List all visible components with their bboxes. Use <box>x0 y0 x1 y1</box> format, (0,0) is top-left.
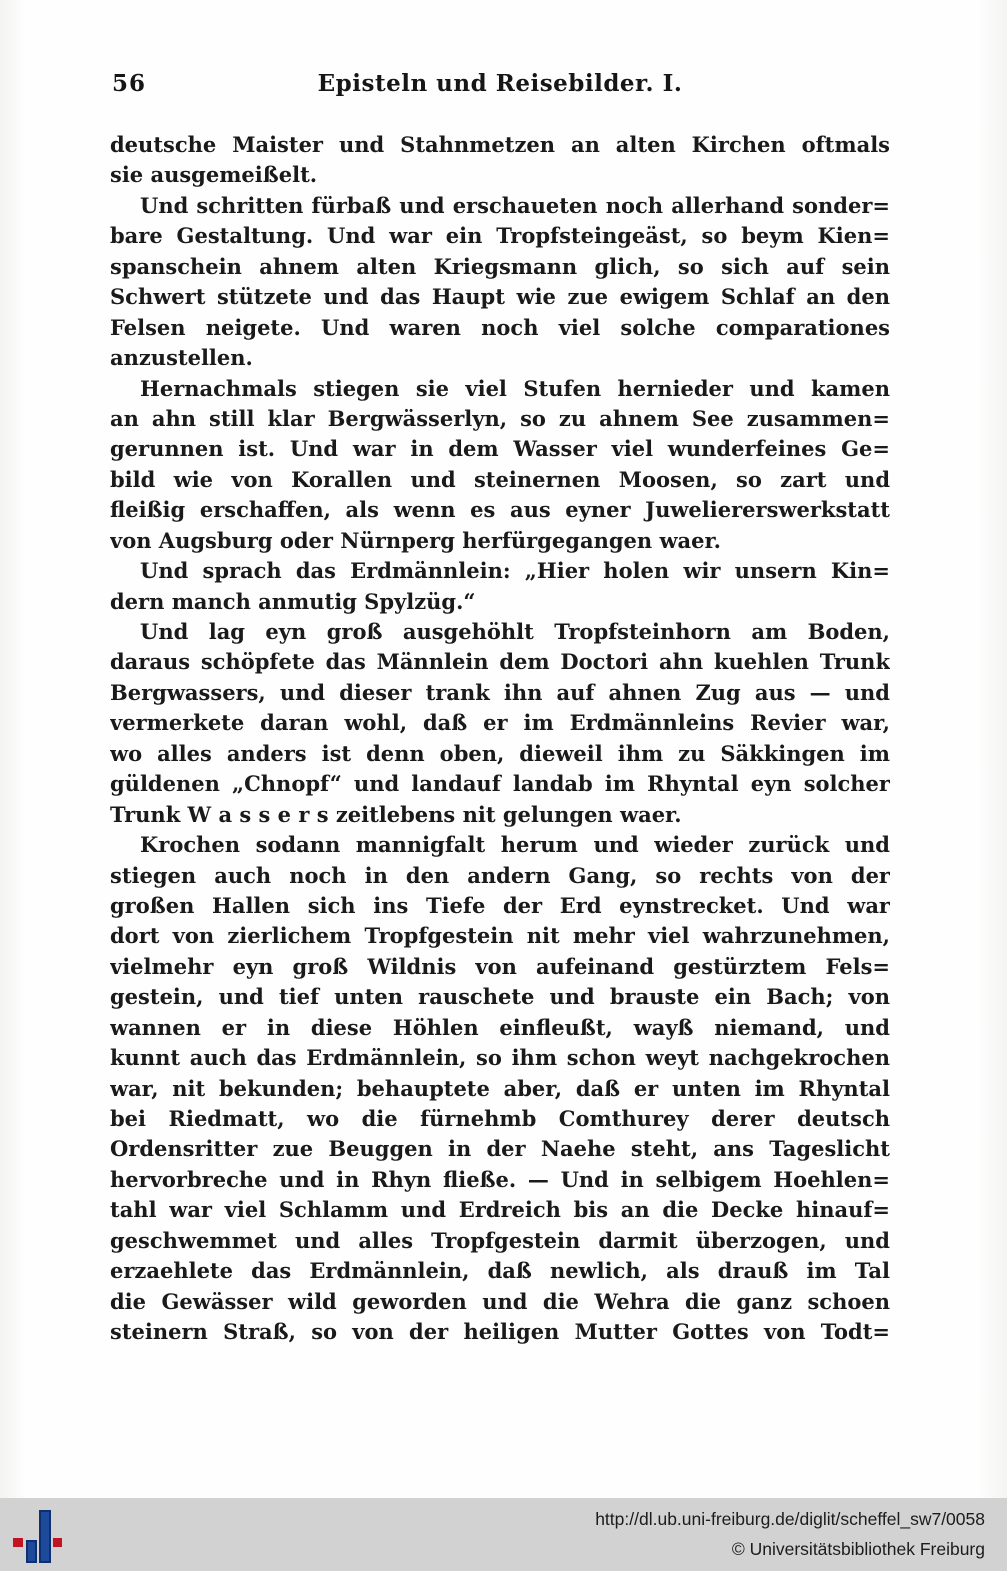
text-line: Hernachmals stiegen sie viel Stufen hernieder und kamen <box>140 375 890 401</box>
text-line: Und sprach das Erdmännlein: „Hier holen wir unsern Kin= <box>140 558 890 584</box>
text-line: gestein, und tief unten rauschete und brauste ein Bach; von <box>110 984 890 1010</box>
text-line: wannen er in diese Höhlen einfleußt, wayß niemand, und <box>110 1014 890 1040</box>
text-line: gerunnen ist. Und war in dem Wasser viel wunderfeines Ge= <box>110 436 890 462</box>
text-line: die Gewässer wild geworden und die Wehra die ganz schoen <box>110 1288 890 1314</box>
text-line: kunnt auch das Erdmännlein, so ihm schon weyt nachgekrochen <box>110 1045 890 1071</box>
text-line: fleißig erschaffen, als wenn es aus eyner Juweliererswerkstatt <box>110 497 890 523</box>
text-line: Ordensritter zue Beuggen in der Naehe steht, ans Tageslicht <box>110 1136 890 1162</box>
text-line: anzustellen. <box>110 345 253 371</box>
paragraph <box>110 556 890 617</box>
text-line: tahl war viel Schlamm und Erdreich bis an die Decke hinauf= <box>110 1197 890 1223</box>
ub-freiburg-logo <box>0 1498 80 1571</box>
text-line: Bergwassers, und dieser trank ihn auf ahnen Zug aus — und <box>110 679 890 705</box>
text-line: steinern Straß, so von der heiligen Mutter Gottes von Todt= <box>110 1319 890 1345</box>
text-line: war, nit bekunden; behauptete aber, daß er unten im Rhyntal <box>110 1075 890 1101</box>
text-line: dern manch anmutig Spylzüg.“ <box>110 588 476 614</box>
text-line: stiegen auch noch in den andern Gang, so rechts von der <box>110 862 890 888</box>
text-line: daraus schöpfete das Männlein dem Doctori ahn kuehlen Trunk <box>110 649 890 675</box>
paragraph <box>110 130 890 191</box>
source-url[interactable]: http://dl.ub.uni-freiburg.de/diglit/scheffel_sw7/0058 <box>595 1509 985 1529</box>
page-number: 56 <box>112 70 147 97</box>
text-line: güldenen „Chnopf“ und landauf landab im Rhyntal eyn solcher <box>110 771 890 797</box>
text-line: Und schritten fürbaß und erschaueten noch allerhand sonder= <box>140 192 890 218</box>
paragraph <box>110 617 890 830</box>
text-line: von Augsburg oder Nürnperg herfürgegangen waer. <box>110 527 721 553</box>
page-header <box>110 70 890 104</box>
logo-bar-tall-icon <box>39 1510 51 1563</box>
text-line: großen Hallen sich ins Tiefe der Erd eynstrecket. Und war <box>110 892 890 918</box>
text-line: vielmehr eyn groß Wildnis von aufeinand gestürztem Fels= <box>110 953 890 979</box>
text-line: wo alles anders ist denn oben, dieweil ihm zu Säkkingen im <box>110 740 890 766</box>
copyright-notice: © Universitätsbibliothek Freiburg <box>731 1539 985 1559</box>
paragraph <box>110 191 890 374</box>
logo-bar-short-icon <box>26 1540 37 1563</box>
text-line: Schwert stützete und das Haupt wie zue ewigem Schlaf an den <box>110 284 890 310</box>
paragraph <box>110 830 890 1347</box>
text-line: bild wie von Korallen und steinernen Moosen, so zart und <box>110 466 890 492</box>
text-line: Und lag eyn groß ausgehöhlt Tropfsteinhorn am Boden, <box>140 619 890 644</box>
text-line: sie ausgemeißelt. <box>110 162 318 188</box>
logo-square-left-icon <box>13 1538 23 1547</box>
text-line: erzaehlete das Erdmännlein, daß newlich, als drauß im Tal <box>110 1258 890 1284</box>
text-line: dort von zierlichem Tropfgestein nit mehr viel wahrzunehmen, <box>110 923 890 949</box>
text-line: bare Gestaltung. Und war ein Tropfsteingeäst, so beym Kien= <box>110 223 890 249</box>
footer-text <box>595 1498 985 1571</box>
paragraph <box>110 374 890 557</box>
text-line: Krochen sodann mannigfalt herum und wieder zurück und <box>140 832 890 858</box>
text-line: deutsche Maister und Stahnmetzen an alten Kirchen oftmals <box>110 132 890 157</box>
text-line: an ahn still klar Bergwässerlyn, so zu ahnem See zusammen= <box>110 405 890 431</box>
body-text <box>110 130 890 1348</box>
text-line: bei Riedmatt, wo die fürnehmb Comthurey derer deutsch <box>110 1106 890 1131</box>
text-line: Trunk W a s s e r s zeitlebens nit gelungen waer. <box>110 801 682 827</box>
footer-bar <box>0 1498 1007 1571</box>
text-line: Felsen neigete. Und waren noch viel solche comparationes <box>110 314 890 340</box>
text-line: hervorbreche und in Rhyn fließe. — Und in selbigem Hoehlen= <box>110 1166 890 1192</box>
text-line: vermerkete daran wohl, daß er im Erdmännleins Revier war, <box>110 710 890 736</box>
text-line: geschwemmet und alles Tropfgestein darmit überzogen, und <box>110 1227 890 1253</box>
logo-square-right-icon <box>53 1538 62 1547</box>
running-title: Episteln und Reisebilder. I. <box>317 70 683 97</box>
text-line: spanschein ahnem alten Kriegsmann glich, so sich auf sein <box>110 253 890 279</box>
